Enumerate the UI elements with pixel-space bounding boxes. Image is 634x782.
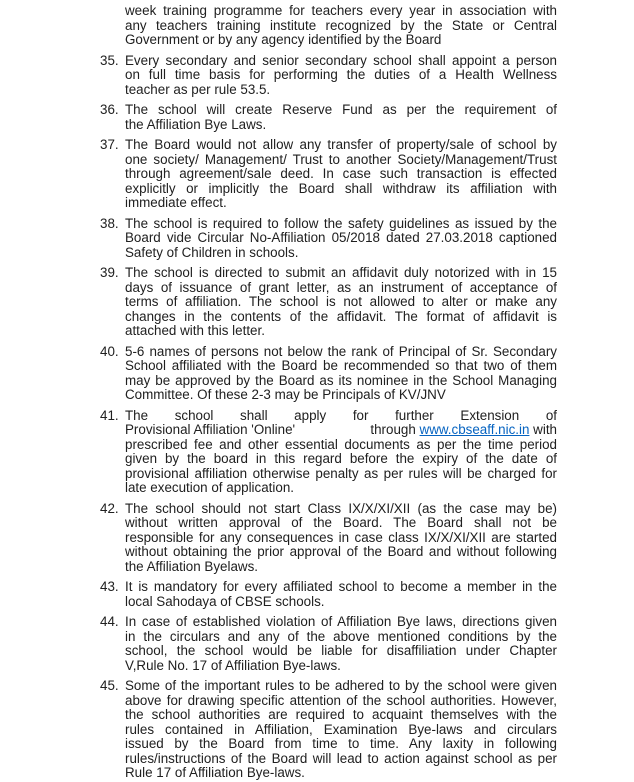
item-text xyxy=(125,54,557,98)
text-line: may be approved by the Board as its nominee in the School Managing xyxy=(125,372,557,388)
text-line: Committee. Of these 2-3 may be Principals of KV/JNV xyxy=(125,387,446,402)
list-item xyxy=(100,138,634,211)
text-line: changes in the contents of the affidavit. The format of affidavit is xyxy=(125,308,557,324)
item-text xyxy=(125,615,557,673)
text-line: in the circulars and any of the above mentioned conditions by the xyxy=(125,628,557,644)
text-line: week training programme for teachers every year in association with xyxy=(125,3,557,18)
list-item xyxy=(100,345,634,403)
text-line: The Board would not allow any transfer of property/sale of school by xyxy=(125,137,557,152)
text-line: school, the school would be liable for disaffiliation under Chapter xyxy=(125,643,557,658)
text-line: The school is directed to submit an affidavit duly notorized with in 15 xyxy=(125,265,557,280)
text-line: V,Rule No. 17 of Affiliation Bye-laws. xyxy=(125,657,341,673)
text-line: immediate effect. xyxy=(125,195,227,210)
text-line: without written approval of the Board. The Board shall not be xyxy=(125,515,557,530)
item-number: 35. xyxy=(100,52,119,68)
text-line: the school authorities are required to acquaint themselves with the xyxy=(125,707,557,722)
text-line: one society/ Management/ Trust to another Society/Management/Trust xyxy=(125,151,557,167)
list-item xyxy=(100,580,634,609)
text-line: 5-6 names of persons not below the rank of Principal of Sr. Secondary xyxy=(125,343,557,359)
link-line-after-text: with xyxy=(533,422,557,437)
item-text xyxy=(125,679,557,781)
text-line: provisional affiliation otherwise penalty as per rules will be charged for xyxy=(125,465,557,481)
text-line: given by the board in this regard before the expiry of the date of xyxy=(125,451,557,466)
text-line: the Affiliation Byelaws. xyxy=(125,558,258,574)
item-text xyxy=(125,502,557,575)
item-number: 41. xyxy=(100,407,119,423)
text-line: days of issuance of grant letter, as an instrument of acceptance of xyxy=(125,279,557,295)
item-text xyxy=(125,217,557,261)
item-text xyxy=(125,4,557,48)
text-line: issued by the Board from time to time. Any laxity in following xyxy=(125,736,557,751)
text-line: Safety of Children in schools. xyxy=(125,244,299,260)
list-item xyxy=(100,679,634,781)
item-text xyxy=(125,409,557,496)
item-text xyxy=(125,103,557,132)
text-line: rules contained in Affiliation, Examination Bye-laws and circulars xyxy=(125,721,557,737)
item-number: 36. xyxy=(100,102,119,117)
item-number: 38. xyxy=(100,215,119,231)
text-line: responsible for any consequences in case class IX/X/XI/XII are started xyxy=(125,529,557,545)
text-line: In case of established violation of Affiliation Bye laws, directions given xyxy=(125,614,557,629)
link-line-through-text: through xyxy=(370,422,416,437)
cbseaff-link[interactable]: www.cbseaff.nic.in xyxy=(419,422,530,437)
text-line: It is mandatory for every affiliated school to become a member in the xyxy=(125,579,557,594)
list-item xyxy=(100,217,634,261)
item-text xyxy=(125,266,557,339)
item-number: 40. xyxy=(100,343,119,359)
text-line: through agreement/sale deed. In case such transaction is effected xyxy=(125,166,557,181)
link-line-before-text: Provisional Affiliation 'Online' xyxy=(125,422,296,437)
text-line: The school will create Reserve Fund as per the requirement of xyxy=(125,102,557,117)
text-line: School affiliated with the Board be recommended so that two of them xyxy=(125,358,557,373)
text-line: without obtaining the prior approval of the Board and without following xyxy=(125,544,557,559)
item-number: 39. xyxy=(100,265,119,280)
text-line: The school shall apply for further Extension of xyxy=(125,407,557,423)
item-text xyxy=(125,345,557,403)
item-number: 42. xyxy=(100,500,119,516)
list-item xyxy=(100,103,634,132)
list-item xyxy=(100,409,634,496)
text-line: attached with this letter. xyxy=(125,323,265,338)
text-line: Government or by any agency identified by the Board xyxy=(125,32,442,47)
text-line: Board vide Circular No-Affiliation 05/2018 dated 27.03.2018 captioned xyxy=(125,230,557,245)
text-line: Rule 17 of Affiliation Bye-laws. xyxy=(125,765,305,780)
text-line: terms of affiliation. The school is not allowed to alter or make any xyxy=(125,294,557,309)
text-line: rules/instructions of the Board will lead to action against school as per xyxy=(125,750,557,766)
text-line: the Affiliation Bye Laws. xyxy=(125,116,267,132)
text-line: late execution of application. xyxy=(125,480,294,495)
text-line: on full time basis for performing the duties of a Health Wellness xyxy=(125,67,557,82)
list-item xyxy=(100,54,634,98)
text-line: above for drawing specific attention of the school authorities. However, xyxy=(125,692,557,708)
text-line: The school is required to follow the safety guidelines as issued by the xyxy=(125,215,557,231)
text-line: any teachers training institute recognized by the State or Central xyxy=(125,17,557,33)
text-line: explicitly or implicitly the Board shall withdraw its affiliation with xyxy=(125,180,557,196)
text-line: The school should not start Class IX/X/XI/XII (as the case may be) xyxy=(125,500,557,516)
item-number: 37. xyxy=(100,137,119,152)
link-line-right-text xyxy=(370,423,557,438)
intro-paragraph xyxy=(100,4,634,48)
text-line: teacher as per rule 53.5. xyxy=(125,81,271,97)
item-number: 44. xyxy=(100,614,119,629)
list-item xyxy=(100,502,634,575)
text-line: Some of the important rules to be adhered to by the school were given xyxy=(125,678,557,693)
item-number: 45. xyxy=(100,678,119,693)
text-line-with-link xyxy=(125,423,557,438)
text-line: Every secondary and senior secondary school shall appoint a person xyxy=(125,52,557,68)
item-text xyxy=(125,580,557,609)
list-item xyxy=(100,615,634,673)
item-text xyxy=(125,138,557,211)
text-line: local Sahodaya of CBSE schools. xyxy=(125,593,325,609)
list-item xyxy=(100,266,634,339)
item-number: 43. xyxy=(100,579,119,594)
text-line: prescribed fee and other essential documents as per the time period xyxy=(125,436,557,452)
